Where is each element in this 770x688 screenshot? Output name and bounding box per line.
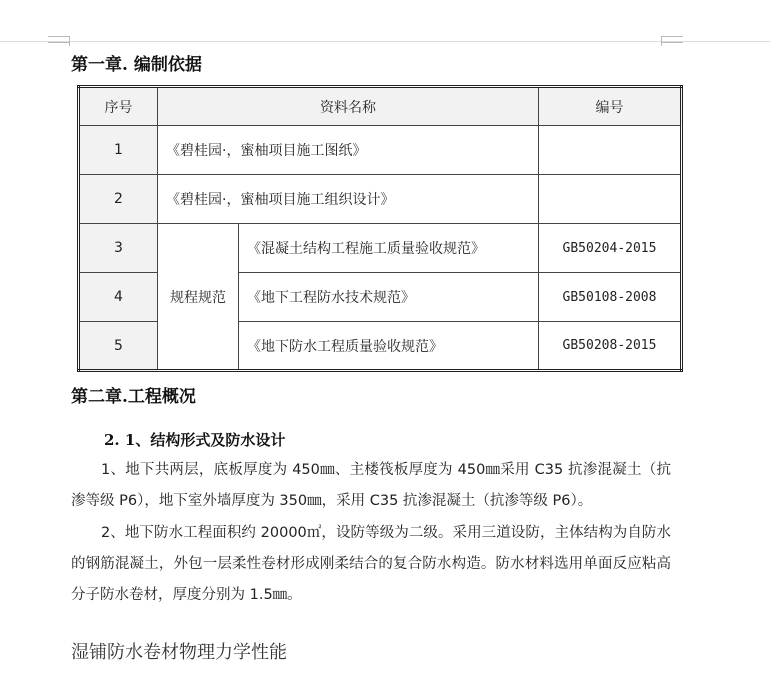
row-name: 《混凝土结构工程施工质量验收规范》	[239, 224, 539, 273]
row-index: 2	[79, 175, 158, 224]
chapter2-title: 第二章.工程概况	[71, 387, 196, 407]
row-code: GB50204-2015	[539, 224, 682, 273]
row-name: 《碧桂园·，蜜柚项目施工图纸》	[158, 126, 539, 175]
table-row	[79, 126, 682, 175]
chapter1-title: 第一章. 编制依据	[71, 55, 202, 75]
section-title: 湿铺防水卷材物理力学性能	[71, 642, 287, 663]
table-row	[79, 224, 682, 273]
row-index: 1	[79, 126, 158, 175]
header-name: 资料名称	[158, 87, 539, 126]
row-index: 3	[79, 224, 158, 273]
row-index: 5	[79, 322, 158, 371]
row-name: 《地下工程防水技术规范》	[239, 273, 539, 322]
row-code	[539, 126, 682, 175]
page-top-rule	[0, 41, 770, 42]
subsection-title: 2. 1、结构形式及防水设计	[104, 431, 286, 449]
page-corner-marker-right	[661, 36, 683, 46]
row-name: 《地下防水工程质量验收规范》	[239, 322, 539, 371]
table-row	[79, 175, 682, 224]
table-header-row	[79, 87, 682, 126]
paragraph-foundation: 1、地下共两层，底板厚度为 450㎜、主楼筏板厚度为 450㎜采用 C35 抗渗混凝土（抗渗等级 P6），地下室外墙厚度为 350㎜，采用 C35 抗渗混凝土（抗渗等级 P6）。	[71, 462, 671, 509]
basis-table	[77, 85, 683, 372]
row-code	[539, 175, 682, 224]
row-index: 4	[79, 273, 158, 322]
row-name: 《碧桂园·，蜜柚项目施工组织设计》	[158, 175, 539, 224]
header-index: 序号	[79, 87, 158, 126]
row-code: GB50108-2008	[539, 273, 682, 322]
row-category: 规程规范	[158, 224, 239, 371]
header-code: 编号	[539, 87, 682, 126]
paragraph-waterproofing: 2、地下防水工程面积约 20000㎡，设防等级为二级。采用三道设防，主体结构为自防水的钢筋混凝土，外包一层柔性卷材形成刚柔结合的复合防水构造。防水材料选用单面反应粘高分子防水卷材，厚度分别为 1.5㎜。	[71, 525, 671, 603]
row-code: GB50208-2015	[539, 322, 682, 371]
page-corner-marker-left	[48, 36, 70, 46]
